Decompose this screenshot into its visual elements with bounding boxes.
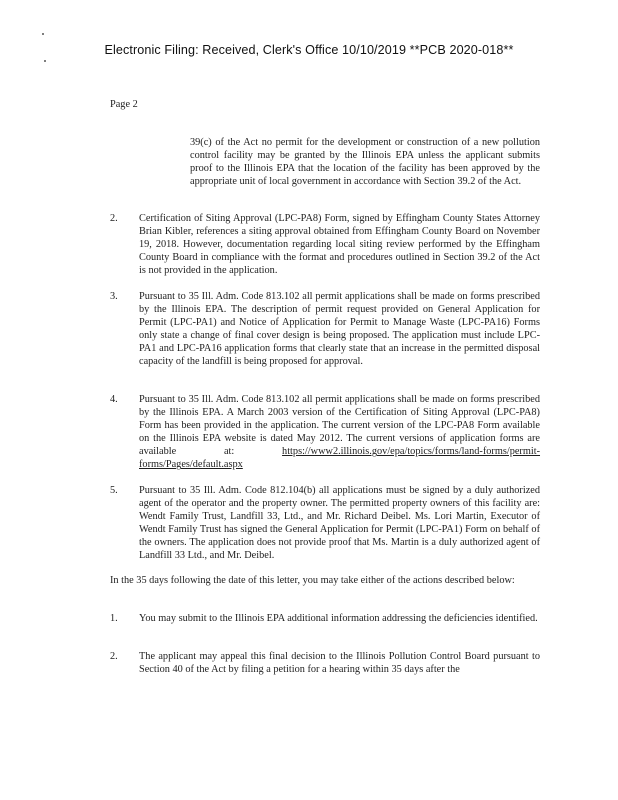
item-number: 2. <box>110 651 118 662</box>
item-body: Pursuant to 35 Ill. Adm. Code 813.102 all permit applications shall be made on forms prescribed by the Illinois EPA. A March 2003 version of the Certification of Siting Approval (LPC-PA8) Form has been provided in the application. The current version of the LPC-PA8 Form available on the Illinois EPA website is dated May 2012. The current versions of application forms are available at: <box>139 394 540 458</box>
item-text: Pursuant to 35 Ill. Adm. Code 812.104(b) all applications must be signed by a duly authorized agent of the operator and the property owner. The permitted property owners of this facility are: Wendt Family Trust, Landfill 33, Ltd., and Mr. Richard Deibel. Ms. Lori Martin, Executor of Wendt Family Trust has signed the General Application for Permit (LPC-PA1) Form on behalf of the owners. The application does not provide proof that Ms. Martin is a duly authorized agent of Landfill 33 Ltd., and Mr. Deibel. <box>139 485 540 562</box>
item-text: Certification of Siting Approval (LPC-PA8) Form, signed by Effingham County States Attorney Brian Kibler, references a siting approval obtained from Effingham County Board on November 19, 2018. However, documentation regarding local siting review performed by the Effingham County Board in compliance with the format and procedures outlined in Section 39.2 of the Act is not provided in the application. <box>139 213 540 277</box>
item-text: You may submit to the Illinois EPA additional information addressing the deficiencies identified. <box>139 613 538 624</box>
scan-speck <box>44 60 46 62</box>
item-text <box>139 393 540 472</box>
item-number: 5. <box>110 485 118 496</box>
page-number-label: Page 2 <box>110 99 138 110</box>
item-text: The applicant may appeal this final decision to the Illinois Pollution Control Board pursuant to Section 40 of the Act by filing a petition for a hearing within 35 days after the <box>139 651 540 676</box>
item-number: 3. <box>110 291 118 302</box>
options-intro-paragraph: In the 35 days following the date of this letter, you may take either of the actions described below: <box>110 575 515 586</box>
item-number: 4. <box>110 394 118 405</box>
item-number: 1. <box>110 613 118 624</box>
item-text: Pursuant to 35 Ill. Adm. Code 813.102 all permit applications shall be made on forms prescribed by the Illinois EPA. The description of permit request provided on General Application for Permit (LPC-PA1) and Notice of Application for Permit to Manage Waste (LPC-PA16) Forms only state a change of final cover design is being proposed. The application must include LPC-PA1 and LPC-PA16 application forms that clearly state that an increase in the permitted disposal capacity of the landfill is being proposed for approval. <box>139 291 540 368</box>
item-number: 2. <box>110 213 118 224</box>
continuation-paragraph: 39(c) of the Act no permit for the development or construction of a new pollution control facility may be granted by the Illinois EPA unless the applicant submits proof to the Illinois EPA that the location of the facility has been approved by the appropriate unit of local government in accordance with Section 39.2 of the Act. <box>190 137 540 188</box>
scan-speck <box>42 33 44 35</box>
forms-url-link[interactable]: https://www2.illinois.gov/epa/topics/forms/land-forms/permit-forms/Pages/default.aspx <box>139 446 541 471</box>
filing-stamp-header: Electronic Filing: Received, Clerk's Office 10/10/2019 **PCB 2020-018** <box>104 43 514 57</box>
